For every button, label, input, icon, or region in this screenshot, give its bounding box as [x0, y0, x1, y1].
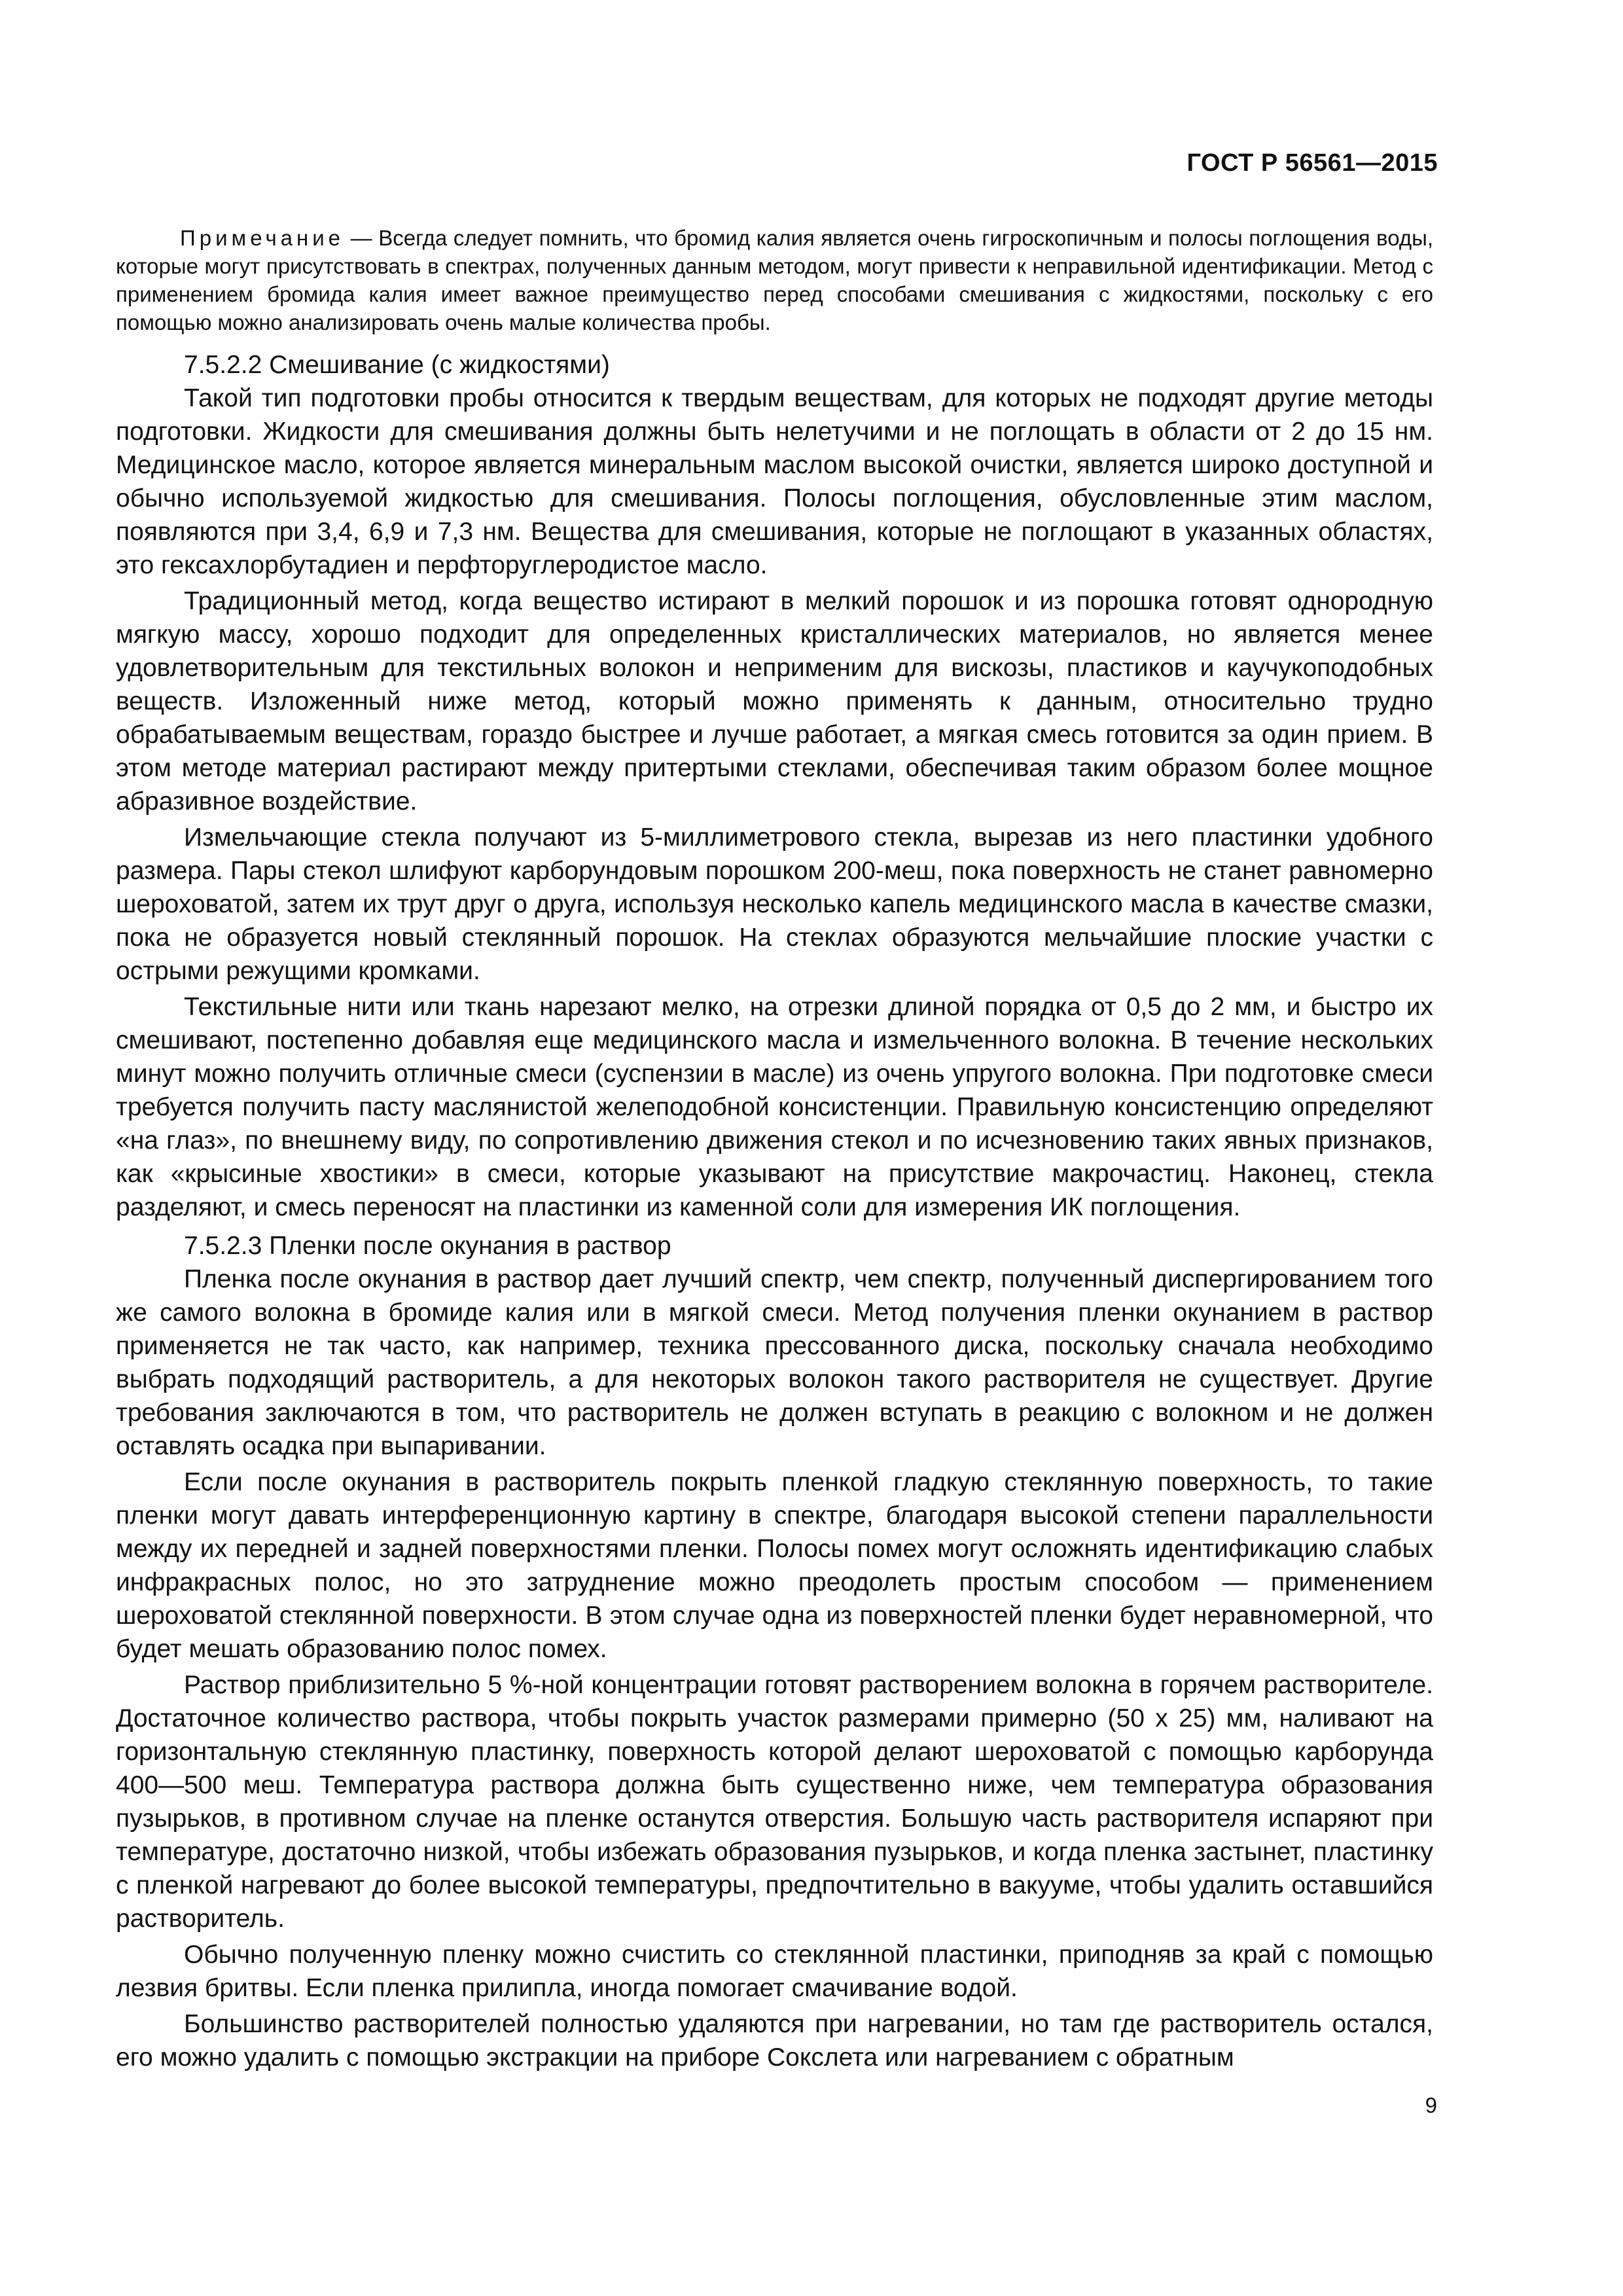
paragraph: Традиционный метод, когда вещество истирают в мелкий порошок и из порошка готовят однородную мягкую массу, хорошо подходит для определенных кристаллических материалов, но является менее удовлетворительным для текстильных волокон и неприменим для вискозы, пластиков и каучукоподобных веществ. Изложенный ниже метод, который можно применять к данным, относительно трудно обрабатываемым веществам, гораздо быстрее и лучше работает, а мягкая смесь готовится за один прием. В этом методе материал растирают между притертыми стеклами, обеспечивая таким образом более мощное абразивное воздействие. [116, 587, 1433, 816]
page-number: 9 [1425, 2093, 1437, 2117]
standard-id: ГОСТ Р 56561—2015 [1186, 149, 1438, 177]
paragraph: Измельчающие стекла получают из 5-миллиметрового стекла, вырезав из него пластинки удобного размера. Пары стекол шлифуют карборундовым порошком 200-меш, пока поверхность не станет равномерно шероховатой, затем их трут друг о друга, используя несколько капель медицинского масла в качестве смазки, пока не образуется новый стеклянный порошок. На стеклах образуются мельчайшие плоские участки с острыми режущими кромками. [116, 823, 1433, 985]
paragraph: Раствор приблизительно 5 %-ной концентрации готовят растворением волокна в горячем растворителе. Достаточное количество раствора, чтобы покрыть участок размерами примерно (50 x 25) мм, наливают на горизонтальную стеклянную пластинку, поверхность которой делают шероховатой с помощью карборунда 400—500 меш. Температура раствора должна быть существенно ниже, чем температура образования пузырьков, в противном случае на пленке останутся отверстия. Большую часть растворителя испаряют при температуре, достаточно низкой, чтобы избежать образования пузырьков, и когда пленка застынет, пластинку с пленкой нагревают до более высокой температуры, предпочтительно в вакууме, чтобы удалить оставшийся растворитель. [116, 1671, 1433, 1933]
paragraph: Если после окунания в растворитель покрыть пленкой гладкую стеклянную поверхность, то такие пленки могут давать интерференционную картину в спектре, благодаря высокой степени параллельности между их передней и задней поверхностями пленки. Полосы помех могут осложнять идентификацию слабых инфракрасных полос, но это затруднение можно преодолеть простым способом — применением шероховатой стеклянной поверхности. В этом случае одна из поверхностей пленки будет неравномерной, что будет мешать образованию полос помех. [116, 1468, 1433, 1663]
paragraph: Обычно полученную пленку можно счистить со стеклянной пластинки, приподняв за край с помощью лезвия бритвы. Если пленка прилипла, иногда помогает смачивание водой. [116, 1941, 1433, 2002]
page-body [116, 224, 1433, 2077]
paragraph: Пленка после окунания в раствор дает лучший спектр, чем спектр, полученный диспергированием того же самого волокна в бромиде калия или в мягкой смеси. Метод получения пленки окунанием в раствор применяется не так часто, как например, техника прессованного диска, поскольку сначала необходимо выбрать подходящий растворитель, а для некоторых волокон такого растворителя не существует. Другие требования заключаются в том, что растворитель не должен вступать в реакцию с волокном и не должен оставлять осадка при выпаривании. [116, 1265, 1433, 1460]
note-text: — Всегда следует помнить, что бромид калия является очень гигроскопичным и полосы поглощения воды, которые могут присутствовать в спектрах, полученных данным методом, могут привести к неправильной идентификации. Метод с применением бромида калия имеет важное преимущество перед способами смешивания с жидкостями, поскольку с его помощью можно анализировать очень малые количества пробы. [116, 226, 1433, 334]
paragraph: Большинство растворителей полностью удаляются при нагревании, но там где растворитель остался, его можно удалить с помощью экстракции на приборе Сокслета или нагреванием с обратным [116, 2010, 1433, 2072]
paragraph: Такой тип подготовки пробы относится к твердым веществам, для которых не подходят другие методы подготовки. Жидкости для смешивания должны быть нелетучими и не поглощать в области от 2 до 15 нм. Медицинское масло, которое является минеральным маслом высокой очистки, является широко доступной и обычно используемой жидкостью для смешивания. Полосы поглощения, обусловленные этим маслом, появляются при 3,4, 6,9 и 7,3 нм. Вещества для смешивания, которые не поглощают в указанных областях, это гексахлорбутадиен и перфторуглеродистое масло. [116, 384, 1433, 579]
section-heading: 7.5.2.3 Пленки после окунания в раствор [184, 1232, 671, 1260]
note [116, 224, 1433, 336]
section-heading: 7.5.2.2 Смешивание (с жидкостями) [184, 351, 610, 379]
paragraph: Текстильные нити или ткань нарезают мелко, на отрезки длиной порядка от 0,5 до 2 мм, и быстро их смешивают, постепенно добавляя еще медицинского масла и измельченного волокна. В течение нескольких минут можно получить отличные смеси (суспензии в масле) из очень упругого волокна. При подготовке смеси требуется получить пасту маслянистой желеподобной консистенции. Правильную консистенцию определяют «на глаз», по внешнему виду, по сопротивлению движения стекол и по исчезновению таких явных признаков, как «крысиные хвостики» в смеси, которые указывают на присутствие макрочастиц. Наконец, стекла разделяют, и смесь переносят на пластинки из каменной соли для измерения ИК поглощения. [116, 993, 1433, 1221]
note-label: Примечание [180, 226, 345, 250]
